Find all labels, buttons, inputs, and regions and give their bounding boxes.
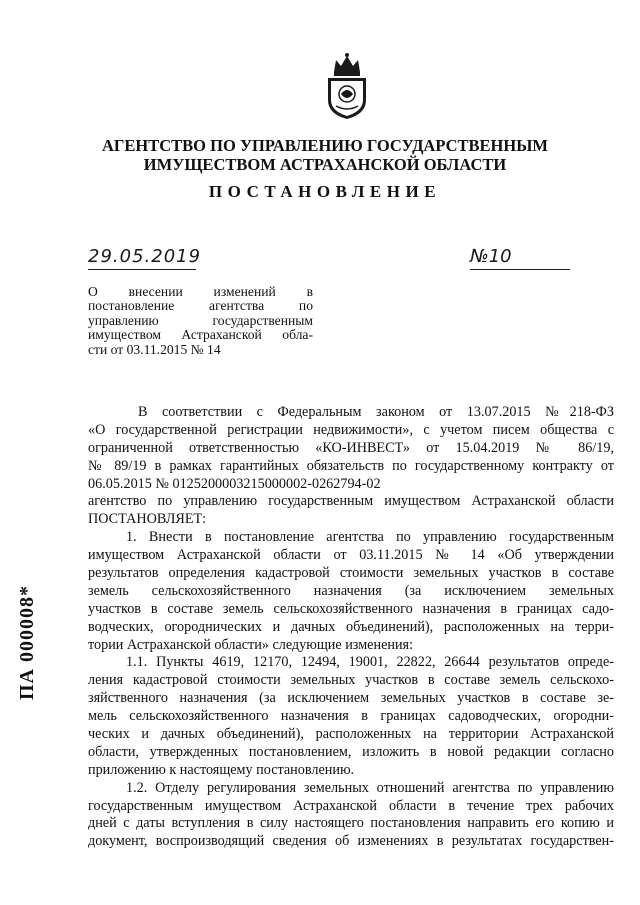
body-line: государственным имуществом Астраханской области в течение трех рабочих [88, 797, 614, 814]
body-line: 1. Внести в постановление агентства по управлению государственным [126, 529, 614, 546]
agency-title [90, 136, 560, 174]
body-line: мель сельскохозяйственного назначения в границах садоводческих, огородни- [88, 708, 614, 725]
body-line: 06.05.2015 № 0125200003215000002-0262794-02 [88, 475, 381, 492]
document-date: 29.05.2019 [88, 247, 196, 270]
body-line: земель сельскохозяйственного назначения (за исключением земельных [88, 582, 614, 599]
agency-title-line2: ИМУЩЕСТВОМ АСТРАХАНСКОЙ ОБЛАСТИ [143, 155, 507, 174]
subject-line: управлению государственным [88, 312, 313, 328]
body-line: имуществом Астраханской области от 03.11.2015 № 14 «Об утверждении [88, 547, 614, 564]
document-body [88, 404, 614, 851]
body-line: ления кадастровой стоимости земельных участков в составе земель сельскохо- [88, 672, 614, 689]
document-number: №10 [470, 247, 570, 270]
form-serial-stamp: ПА 000008* [16, 585, 38, 700]
body-line: приложению к настоящему постановлению. [88, 761, 355, 778]
subject-line: сти от 03.11.2015 № 14 [88, 341, 221, 357]
body-line: документ, воспроизводящий сведения об изменениях в результатах государствен- [88, 833, 614, 850]
document-type-heading: ПОСТАНОВЛЕНИЕ [208, 182, 442, 201]
body-line: дней с даты вступления в силу настоящего постановления направить его копию и [88, 815, 614, 832]
body-line: 1.1. Пункты 4619, 12170, 12494, 19001, 22822, 26644 результатов опреде- [126, 654, 614, 671]
body-line: В соответствии с Федеральным законом от 13.07.2015 №218-ФЗ [138, 404, 614, 420]
subject-line: имуществом Астраханской обла- [88, 327, 313, 343]
body-line: «О государственной регистрации недвижимости», с учетом писем общества с [88, 421, 614, 438]
astrakhan-coat-of-arms-icon [322, 52, 372, 120]
body-line: ческих и дачных объединений), расположенных на территории Астраханской [88, 726, 614, 743]
body-line: агентство по управлению государственным имуществом Астраханской области [88, 493, 614, 510]
body-line: участков в составе земель сельскохозяйственного назначения в границах садо- [88, 600, 614, 617]
body-line: ограниченной ответственностью «КО-ИНВЕСТ» от 15.04.2019 № 86/19, [88, 439, 614, 456]
agency-title-line1: АГЕНТСТВО ПО УПРАВЛЕНИЮ ГОСУДАРСТВЕННЫМ [102, 136, 548, 155]
body-line: ПОСТАНОВЛЯЕТ: [88, 511, 207, 528]
body-line: результатов определения кадастровой стоимости земельных участков в составе [88, 565, 614, 582]
body-line: водческих, огороднических и дачных объединений), расположенных на терри- [88, 618, 614, 635]
body-line: области, утвержденных постановлением, изложить в новой редакции согласно [88, 743, 614, 760]
document-subject [88, 285, 313, 357]
body-line: тории Астраханской области» следующие изменения: [88, 636, 414, 653]
body-line: № 89/19 в рамках гарантийных обязательств по государственному контракту от [88, 457, 614, 474]
body-line: 1.2. Отделу регулирования земельных отношений агентства по управлению [126, 779, 614, 796]
subject-line: постановление агентства по [88, 298, 313, 314]
body-line: зяйственного назначения (за исключением земельных участков в составе зе- [88, 690, 614, 707]
subject-line: О внесении изменений в [88, 284, 313, 299]
